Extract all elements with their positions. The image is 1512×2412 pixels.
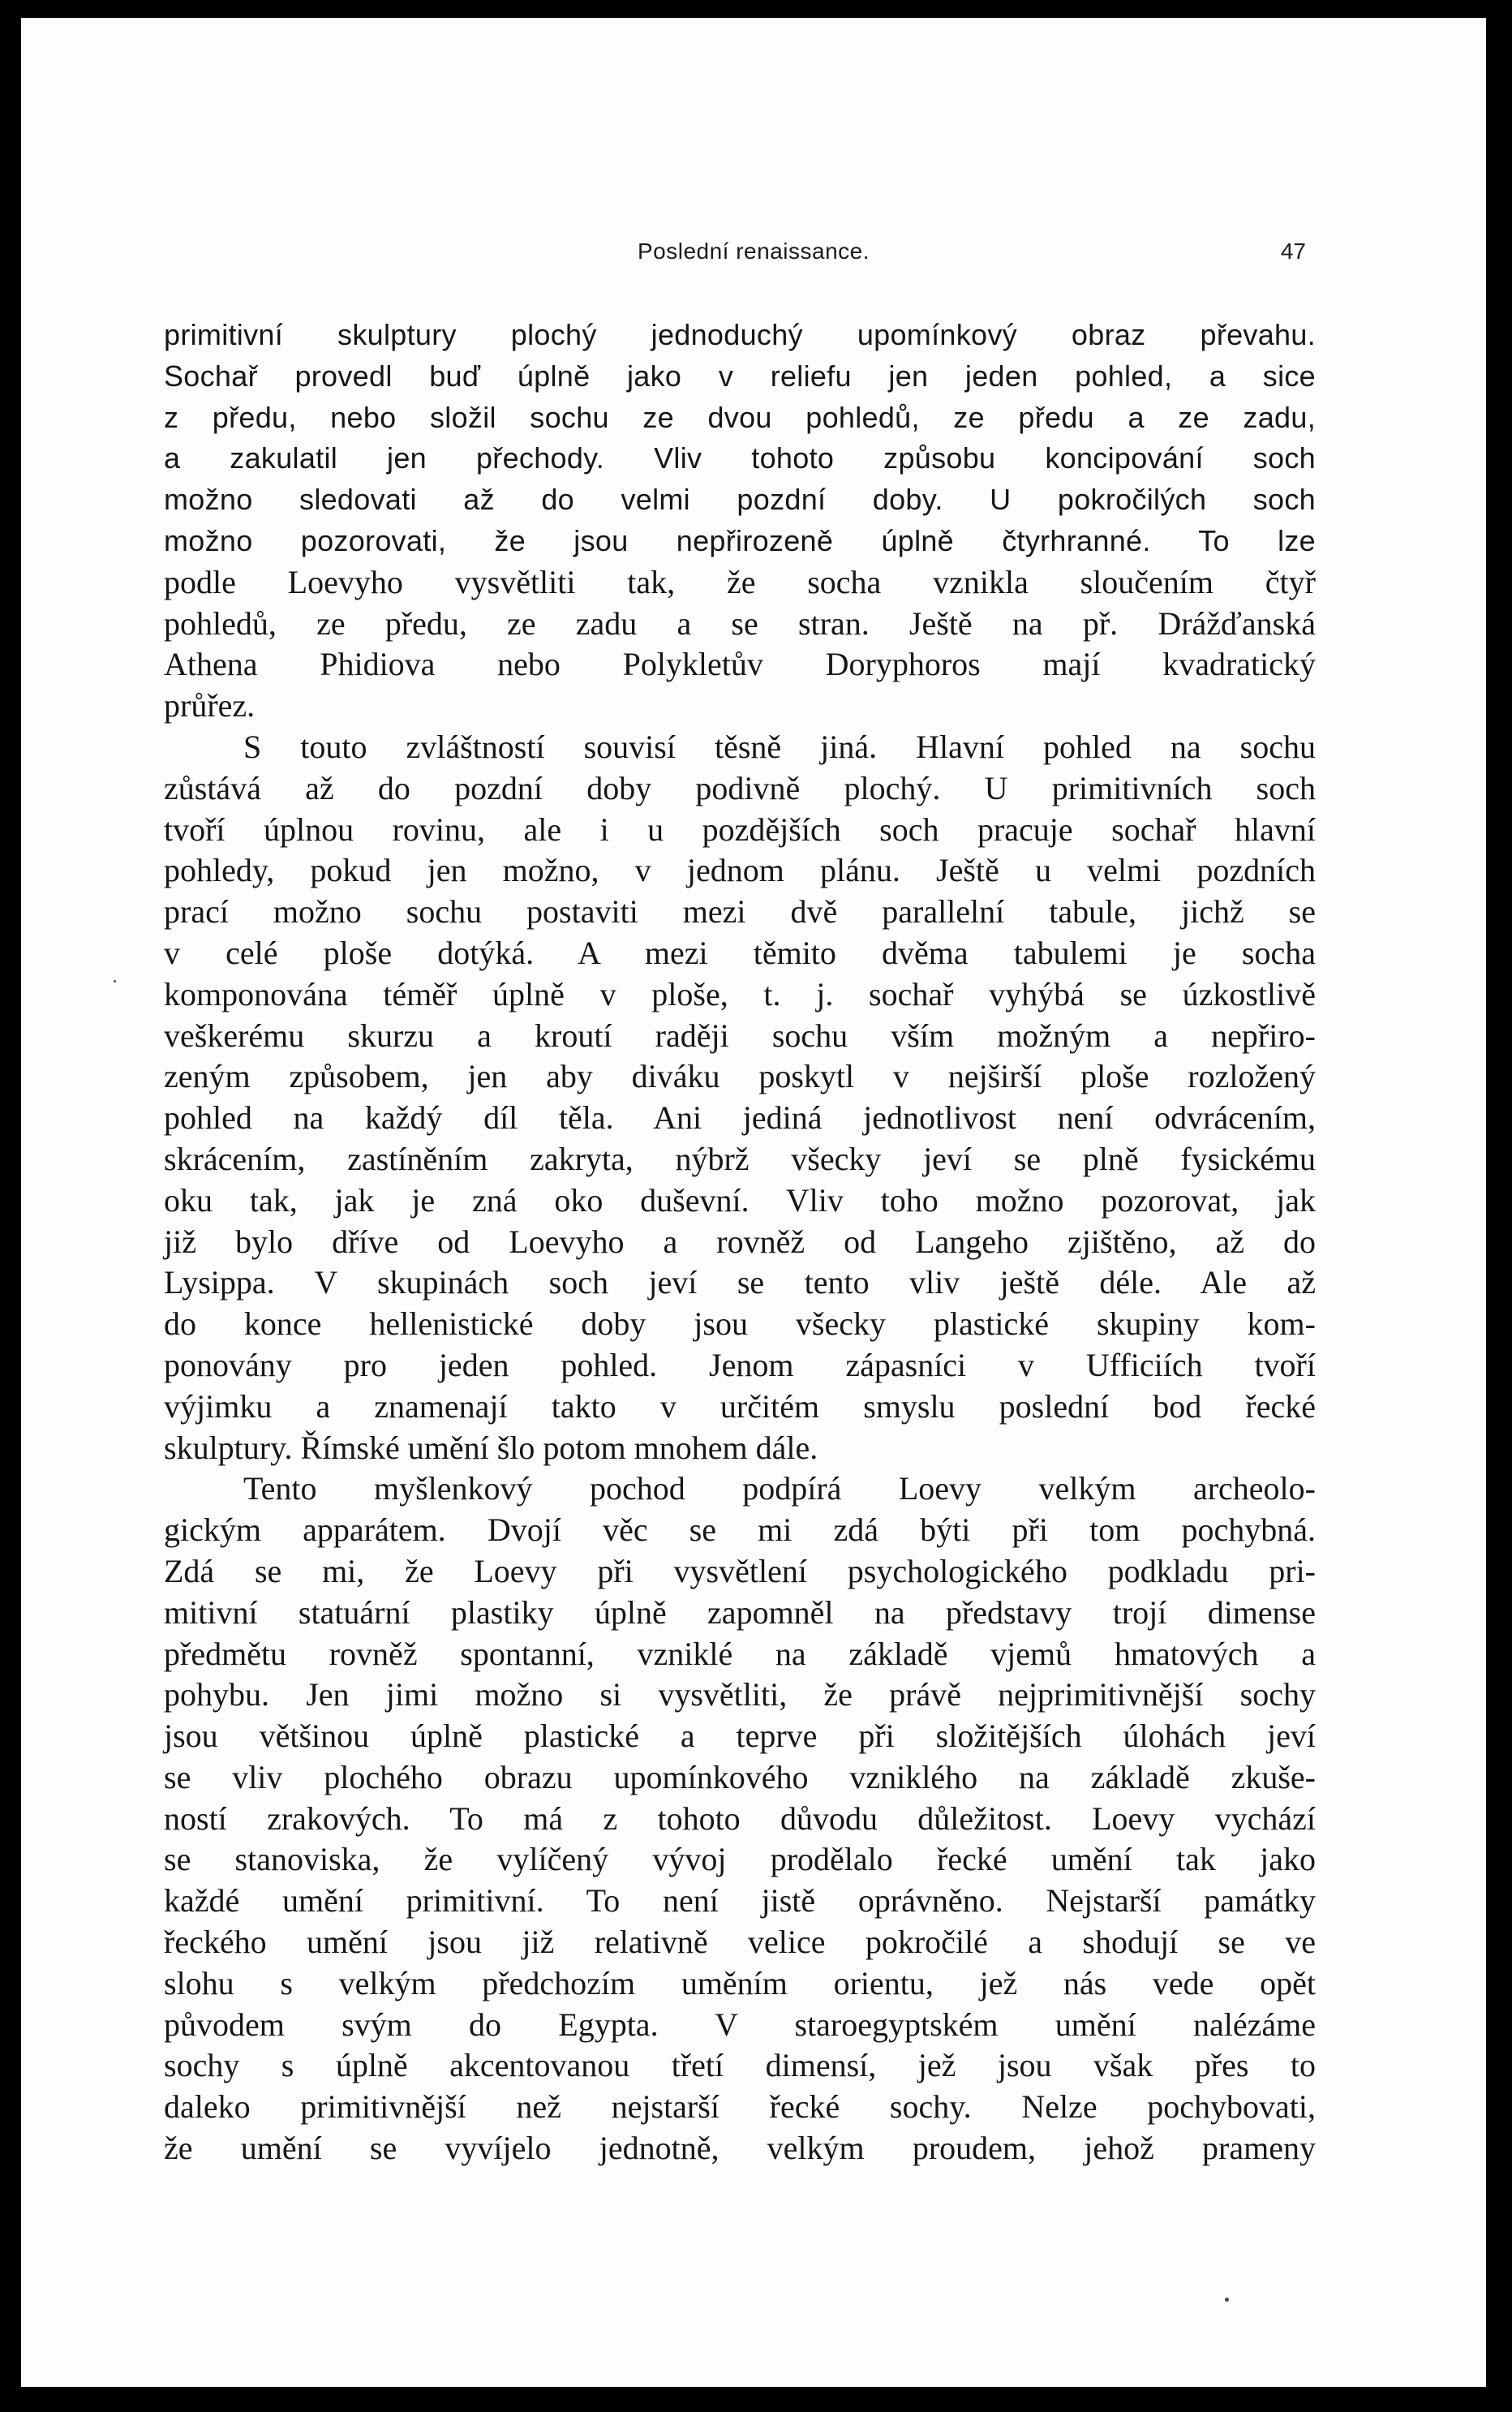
text-line: Sochař provedl buď úplně jako v reliefu jen jeden pohled, a sice [164,359,1316,393]
text-line: a zakulatil jen přechody. Vliv tohoto způsobu koncipování soch [164,441,1316,475]
text-line: se stanoviska, že vylíčený vývoj prodělalo řecké umění tak jako [164,1841,1316,1878]
text-line: každé umění primitivní. To není jistě oprávněno. Nejstarší památky [164,1882,1316,1920]
text-line: z předu, nebo složil sochu ze dvou pohledů, ze předu a ze zadu, [164,400,1316,434]
text-line: zeným způsobem, jen aby diváku poskytl v nejširší ploše rozložený [164,1058,1316,1095]
page-header [21,235,1486,273]
text-line: skrácením, zastíněním zakryta, nýbrž všecky jeví se plně fysickému [164,1140,1316,1177]
text-line: sochy s úplně akcentovanou třetí dimensí, jež jsou však přes to [164,2047,1316,2084]
text-line: daleko primitivnější než nejstarší řecké sochy. Nelze pochybovati, [164,2088,1316,2126]
text-line: jsou většinou úplně plastické a teprve při složitějších úlohách jeví [164,1718,1316,1755]
speck-mark [1225,2298,1229,2302]
text-line: gickým apparátem. Dvojí věc se mi zdá býti při tom pochybná. [164,1511,1316,1549]
text-line: skulptury. Římské umění šlo potom mnohem dále. [164,1429,818,1466]
text-line: že umění se vyvíjelo jednotně, velkým proudem, jehož prameny [164,2130,1316,2167]
text-line: oku tak, jak je zná oko duševní. Vliv toho možno pozorovat, jak [164,1181,1316,1219]
text-line: původem svým do Egypta. V staroegyptském umění nalézáme [164,2006,1316,2043]
text-line: pohled na každý díl těla. Ani jediná jednotlivost není odvrácením, [164,1099,1316,1137]
text-line: se vliv plochého obrazu upomínkového vzniklého na základě zkuše- [164,1758,1316,1795]
text-line: tvoří úplnou rovinu, ale i u pozdějších soch pracuje sochař hlavní [164,810,1316,848]
text-line: Tento myšlenkový pochod podpírá Loevy velkým archeolo- [243,1470,1316,1507]
text-line: řeckého umění jsou již relativně velice pokročilé a shodují se ve [164,1924,1316,1961]
text-line: již bylo dříve od Loevyho a rovněž od Langeho zjištěno, až do [164,1223,1316,1260]
text-line: podle Loevyho vysvětliti tak, že socha vznikla sloučením čtyř [164,563,1316,600]
page-number: 47 [1280,239,1306,264]
text-line: prací možno sochu postaviti mezi dvě parallelní tabule, jichž se [164,893,1316,931]
text-line: Athena Phidiova nebo Polykletův Doryphoros mají kvadratický [164,646,1316,683]
text-line: mitivní statuární plastiky úplně zapomněl na představy trojí dimense [164,1593,1316,1631]
text-line: pohybu. Jen jimi možno si vysvětliti, že právě nejprimitivnější sochy [164,1676,1316,1713]
text-line: průřez. [164,687,256,724]
text-line: ností zrakových. To má z tohoto důvodu důležitost. Loevy vychází [164,1799,1316,1837]
text-line: ponovány pro jeden pohled. Jenom zápasníci v Ufficiích tvoří [164,1346,1316,1383]
text-line: slohu s velkým předchozím uměním orientu, jež nás vede opět [164,1964,1316,2001]
text-line: předmětu rovněž spontanní, vzniklé na základě vjemů hmatových a [164,1635,1316,1672]
speck-mark [114,980,116,982]
text-line: pohledů, ze předu, ze zadu a se stran. Ještě na př. Drážďanská [164,604,1316,642]
text-line: S touto zvláštností souvisí těsně jiná. Hlavní pohled na sochu [243,728,1316,765]
text-line: primitivní skulptury plochý jednoduchý upomínkový obraz převahu. [164,318,1316,351]
book-page [21,18,1486,2387]
text-line: pohledy, pokud jen možno, v jednom plánu. Ještě u velmi pozdních [164,852,1316,889]
text-line: do konce hellenistické doby jsou všecky plastické skupiny kom- [164,1305,1316,1343]
text-line: komponována téměř úplně v ploše, t. j. sochař vyhýbá se úzkostlivě [164,975,1316,1013]
body-text [164,315,1316,2169]
text-line: možno sledovati až do velmi pozdní doby. U pokročilých soch [164,483,1316,517]
text-line: výjimku a znamenají takto v určitém smyslu poslední bod řecké [164,1387,1316,1425]
running-title: Poslední renaissance. [637,239,870,264]
text-line: veškerému skurzu a kroutí raději sochu vším možným a nepřiro- [164,1017,1316,1054]
text-line: možno pozorovati, že jsou nepřirozeně úplně čtyrhranné. To lze [164,523,1316,557]
text-line: zůstává až do pozdní doby podivně plochý. U primitivních soch [164,769,1316,806]
text-line: v celé ploše dotýká. A mezi těmito dvěma tabulemi je socha [164,934,1316,971]
text-line: Zdá se mi, že Loevy při vysvětlení psychologického podkladu pri- [164,1552,1316,1589]
text-line: Lysippa. V skupinách soch jeví se tento vliv ještě déle. Ale až [164,1264,1316,1301]
